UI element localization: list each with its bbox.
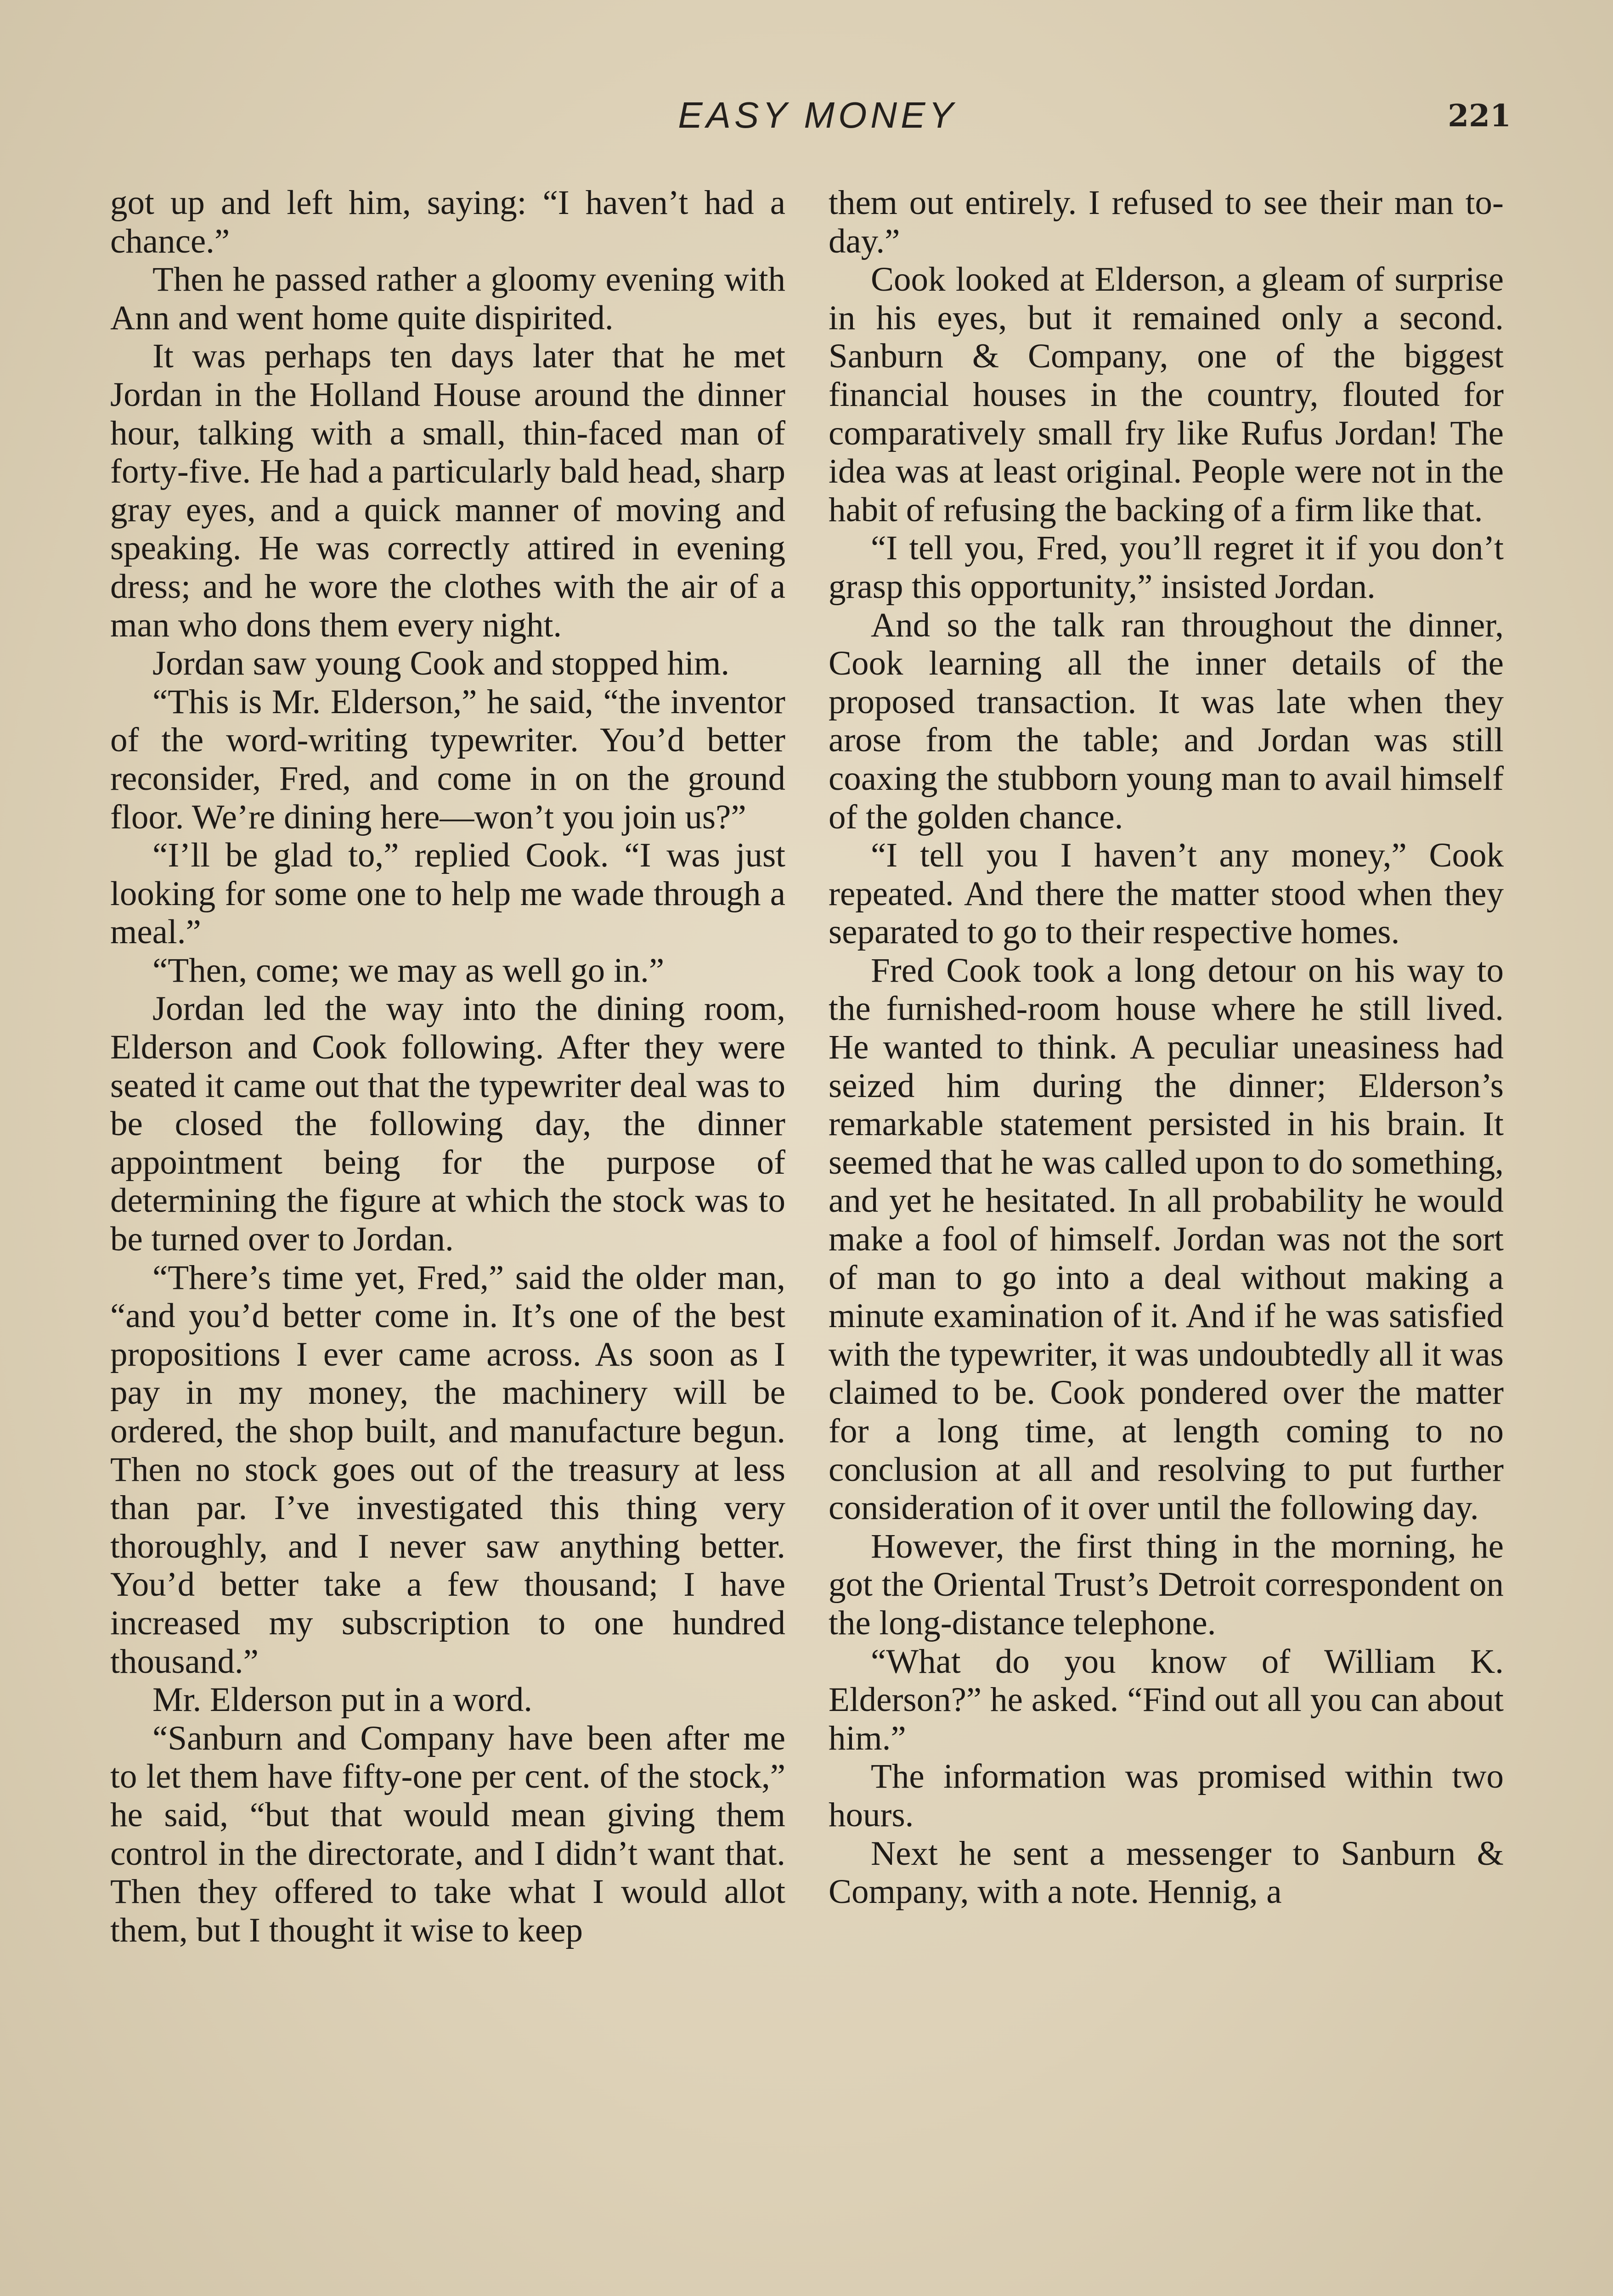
paragraph: “Sanburn and Company have been after me to let them have fifty-one per cent. of the stock,” he said, “but that would mean giving them control in the directorate, and I didn’t want that. Then they offered to take what I would allot them, but I thought it wise to keep (110, 1719, 785, 1949)
paragraph: Mr. Elderson put in a word. (152, 1681, 532, 1719)
paragraph: “I’ll be glad to,” replied Cook. “I was just looking for some one to help me wade through a meal.” (110, 836, 785, 951)
paragraph: “I tell you I haven’t any money,” Cook repeated. And there the matter stood when they separated to go to their respective homes. (829, 836, 1504, 951)
paragraph: “Then, come; we may as well go in.” (152, 951, 665, 990)
paragraph: The information was promised within two hours. (829, 1757, 1504, 1834)
paragraph: “This is Mr. Elderson,” he said, “the inventor of the word-writing typewriter. You’d better reconsider, Fred, and come in on the ground floor. We’re dining here—won’t you join us?” (110, 682, 785, 836)
paragraph: Then he passed rather a gloomy evening with Ann and went home quite dispirited. (110, 260, 785, 337)
paragraph: Cook looked at Elderson, a gleam of surprise in his eyes, but it remained only a second. Sanburn & Company, one of the biggest financial houses in the country, flouted for comparatively small fry like Rufus Jordan! The idea was at least original. People were not in the habit of refusing the backing of a firm like that. (829, 260, 1504, 529)
paragraph: Jordan saw young Cook and stopped him. (152, 644, 730, 683)
paragraph: And so the talk ran throughout the dinner, Cook learning all the inner details of the proposed transaction. It was late when they arose from the table; and Jordan was still coaxing the stubborn young man to avail himself of the golden chance. (829, 606, 1504, 836)
running-title: EASY MONEY (678, 95, 957, 135)
page-number: 221 (1448, 98, 1511, 134)
paragraph: Fred Cook took a long detour on his way to the furnished-room house where he still lived. He wanted to think. A peculiar uneasiness had seized him during the dinner; Elderson’s remarkable statement persisted in his brain. It seemed that he was called upon to do something, and yet he hesitated. In all probability he would make a fool of himself. Jordan was not the sort of man to go into a deal without making a minute examination of it. And if he was satisfied with the typewriter, it was undoubtedly all it was claimed to be. Cook pondered over the matter for a long time, at length coming to no conclusion at all and resolving to put further consideration of it over until the following day. (829, 951, 1504, 1527)
paragraph: “There’s time yet, Fred,” said the older man, “and you’d better come in. It’s one of the best propositions I ever came across. As soon as I pay in my money, the machinery will be ordered, the shop built, and manufacture begun. Then no stock goes out of the treasury at less than par. I’ve investigated this thing very thoroughly, and I never saw anything better. You’d better take a few thousand; I have increased my subscription to one hundred thousand.” (110, 1258, 785, 1681)
paragraph: got up and left him, saying: “I haven’t had a chance.” (110, 184, 785, 260)
paragraph: “What do you know of William K. Elderson?” he asked. “Find out all you can about him.” (829, 1642, 1504, 1757)
page-header (0, 94, 1613, 145)
left-column (110, 184, 785, 1949)
paragraph: “I tell you, Fred, you’ll regret it if you don’t grasp this opportunity,” insisted Jordan. (829, 529, 1504, 606)
right-column (829, 184, 1504, 1911)
paragraph: them out entirely. I refused to see their man to-day.” (829, 184, 1504, 260)
paragraph: Jordan led the way into the dining room, Elderson and Cook following. After they were seated it came out that the typewriter deal was to be closed the following day, the dinner appointment being for the purpose of determining the figure at which the stock was to be turned over to Jordan. (110, 990, 785, 1259)
paragraph: It was perhaps ten days later that he met Jordan in the Holland House around the dinner hour, talking with a small, thin-faced man of forty-five. He had a particularly bald head, sharp gray eyes, and a quick manner of moving and speaking. He was correctly attired in evening dress; and he wore the clothes with the air of a man who dons them every night. (110, 337, 785, 644)
paragraph: Next he sent a messenger to Sanburn & Company, with a note. Hennig, a (829, 1834, 1504, 1911)
paragraph: However, the first thing in the morning, he got the Oriental Trust’s Detroit correspondent on the long-distance telephone. (829, 1527, 1504, 1642)
